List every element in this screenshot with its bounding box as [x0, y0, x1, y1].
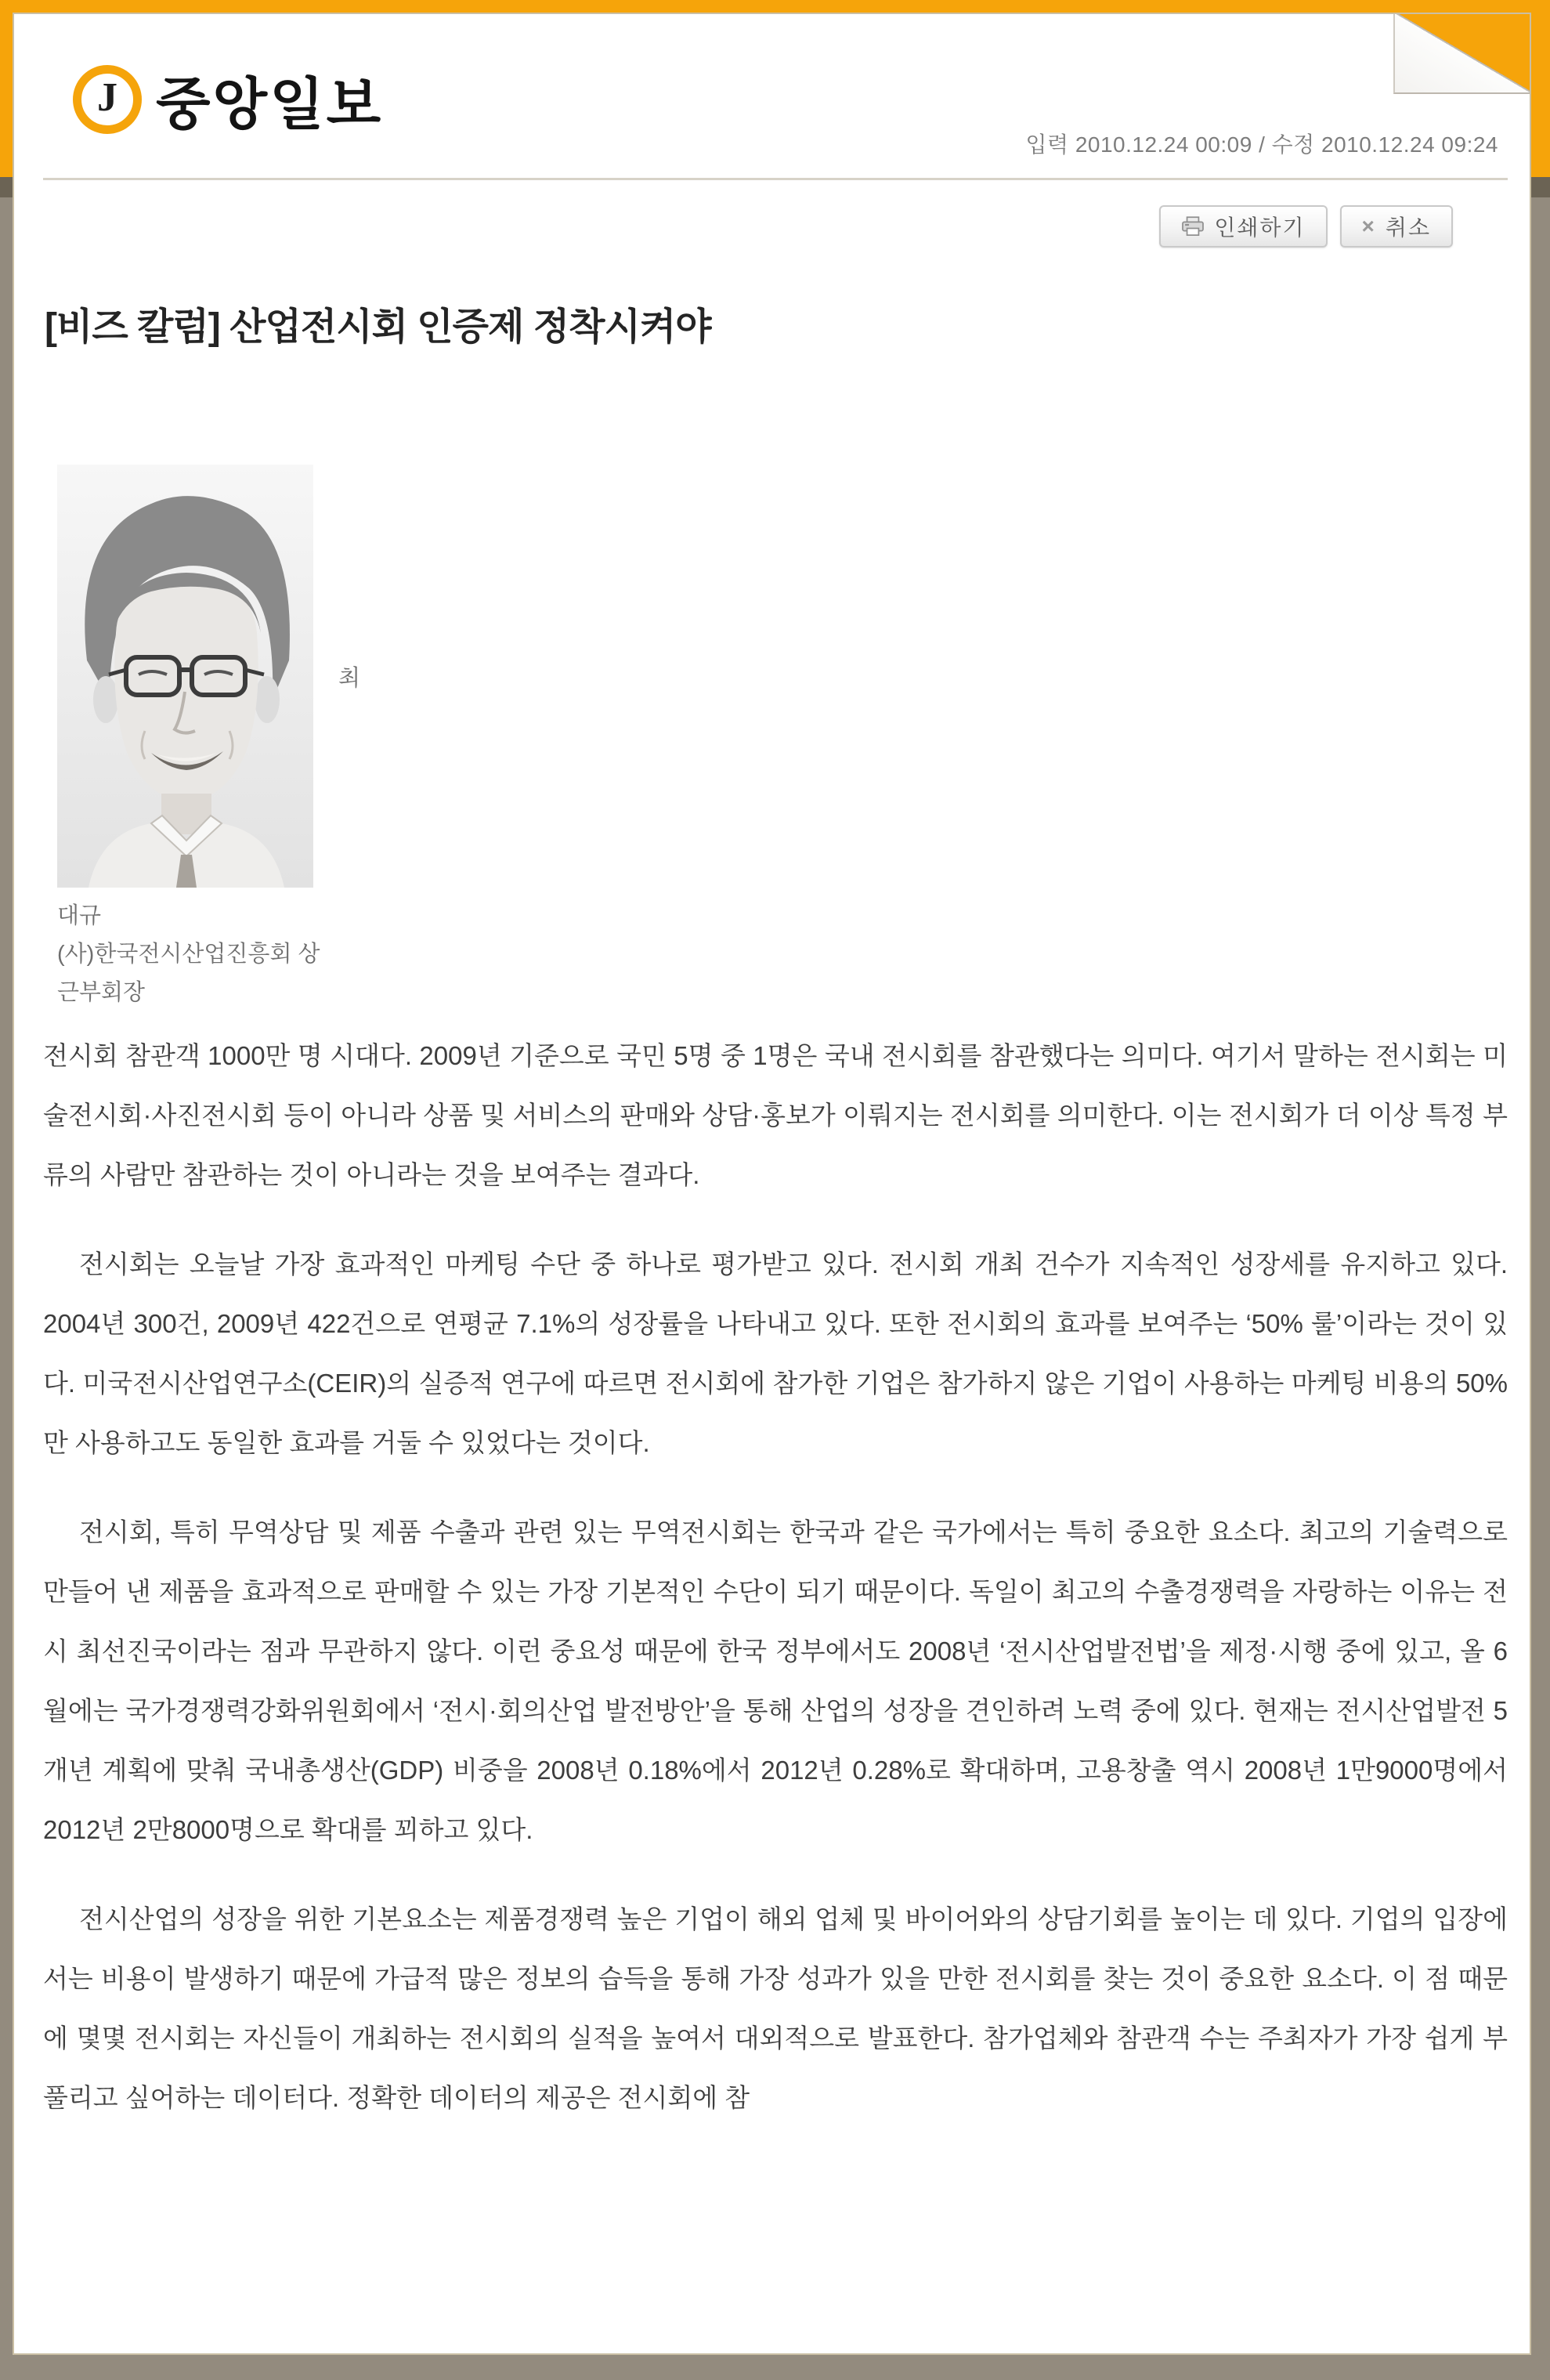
article-title: [비즈 칼럼] 산업전시회 인증제 정착시켜야: [45, 306, 711, 348]
article-paragraph: 전시회 참관객 1000만 명 시대다. 2009년 기준으로 국민 5명 중 1명은 국내 전시회를 참관했다는 의미다. 여기서 말하는 전시회는 미술전시회·사진전시회 등이 아니라 상품 및 서비스의 판매와 상담·홍보가 이뤄지는 전시회를 의미한다. 이는 전시회가 더 이상 특정 부류의 사람만 참관하는 것이 아니라는 것을 보여주는 결과다.: [43, 1041, 1508, 1189]
article-body: [43, 1026, 1508, 2128]
article-timestamps: 입력 2010.12.24 00:09 / 수정 2010.12.24 09:24: [1025, 132, 1498, 157]
print-page: [13, 13, 1531, 2355]
print-button[interactable]: [1159, 205, 1327, 248]
logo-initial: J: [97, 75, 117, 120]
author-caption-line: 대규: [57, 903, 102, 928]
toolbar: [43, 205, 1508, 248]
author-caption-inline: 최: [338, 665, 361, 691]
article-paragraph: 전시회, 특히 무역상담 및 제품 수출과 관련 있는 무역전시회는 한국과 같은 국가에서는 특히 중요한 요소다. 최고의 기술력으로 만들어 낸 제품을 효과적으로 판매할 수 있는 가장 기본적인 수단이 되기 때문이다. 독일이 최고의 수출경쟁력을 자랑하는 이유는 전시 최선진국이라는 점과 무관하지 않다. 이런 중요성 때문에 한국 정부에서도 2008년 ‘전시산업발전법’을 제정·시행 중에 있고, 올 6월에는 국가경쟁력강화위원회에서 ‘전시·회의산업 발전방안’을 통해 산업의 성장을 견인하려 노력 중에 있다. 현재는 전시산업발전 5개년 계획에 맞춰 국내총생산(GDP) 비중을 2008년 0.18%에서 2012년 0.28%로 확대하며, 고용창출 역시 2008년 1만9000명에서 2012년 2만8000명으로 확대를 꾀하고 있다.: [43, 1517, 1508, 1844]
close-icon: ×: [1361, 214, 1376, 238]
cancel-button-label: 취소: [1385, 215, 1431, 240]
print-button-label: 인쇄하기: [1214, 215, 1306, 240]
logo-circle-icon: [73, 65, 142, 134]
header-divider: [43, 178, 1508, 180]
printer-icon: [1181, 216, 1205, 237]
masthead: [43, 59, 1508, 157]
article-paragraph: 전시회는 오늘날 가장 효과적인 마케팅 수단 중 하나로 평가받고 있다. 전시회 개최 건수가 지속적인 성장세를 유지하고 있다. 2004년 300건, 2009년 422건으로 연평균 7.1%의 성장률을 나타내고 있다. 또한 전시회의 효과를 보여주는 ‘50% 룰’이라는 것이 있다. 미국전시산업연구소(CEIR)의 실증적 연구에 따르면 전시회에 참가한 기업은 참가하지 않은 기업이 사용하는 마케팅 비용의 50%만 사용하고도 동일한 효과를 거둘 수 있었다는 것이다.: [43, 1250, 1508, 1457]
author-photo: [57, 465, 313, 888]
cancel-button[interactable]: [1340, 205, 1453, 248]
author-caption-line: 근부회장: [57, 980, 146, 1005]
newspaper-name: 중앙일보: [156, 74, 384, 136]
article-paragraph: 전시산업의 성장을 위한 기본요소는 제품경쟁력 높은 기업이 해외 업체 및 바이어와의 상담기회를 높이는 데 있다. 기업의 입장에서는 비용이 발생하기 때문에 가급적 많은 정보의 습득을 통해 가장 성과가 있을 만한 전시회를 찾는 것이 중요한 요소다. 이 점 때문에 몇몇 전시회는 자신들이 개최하는 전시회의 실적을 높여서 대외적으로 발표한다. 참가업체와 참관객 수는 주최자가 가장 쉽게 부풀리고 싶어하는 데이터다. 정확한 데이터의 제공은 전시회에 참: [43, 1904, 1508, 2112]
author-caption: [57, 897, 433, 1012]
author-caption-line: (사)한국전시산업진흥회 상: [57, 942, 320, 967]
author-figure: [57, 465, 433, 1012]
